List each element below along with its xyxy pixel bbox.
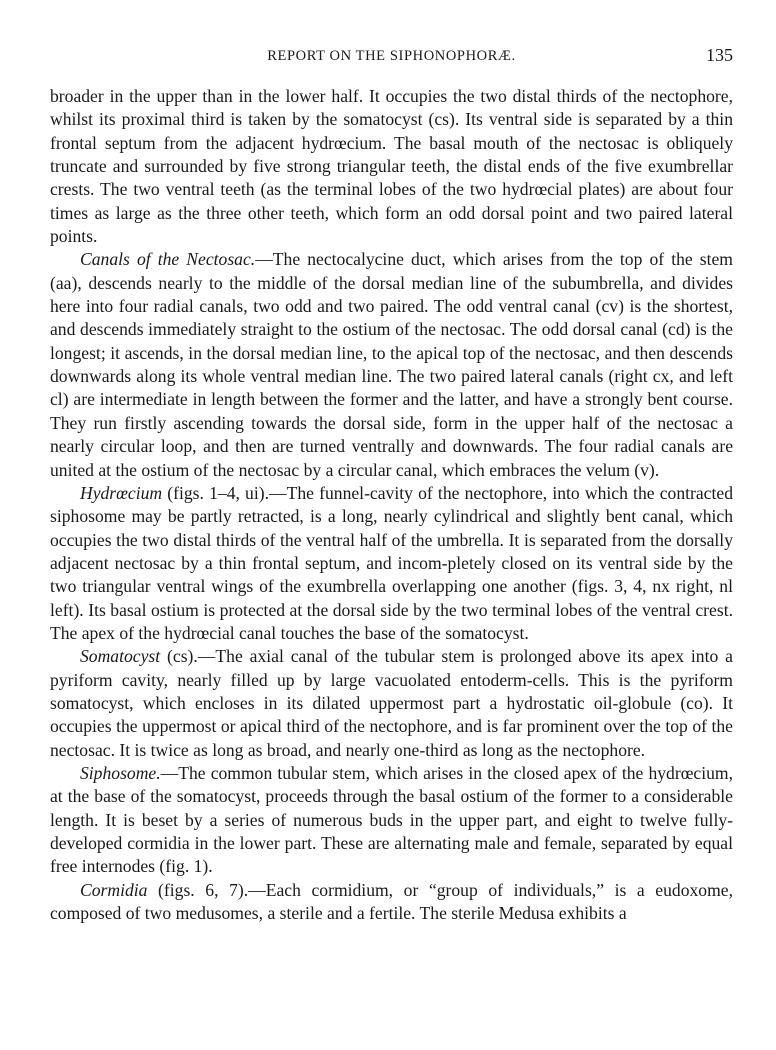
paragraph-text: —The nectocalycine duct, which arises from the top of the stem (aa), descends nearly to the middle of the dorsal median line of the subumbrella, and divides here into four radial canals, two odd and two paired. The odd ventral canal (cv) is the shortest, and descends immediately straight to the ostium of the nectosac. The odd dorsal canal (cd) is the longest; it ascends, in the dorsal median line, to the apical top of the nectosac, and then descends downwards along its whole ventral median line. The two paired lateral canals (right cx, and left cl) are intermediate in length between the former and the latter, and have a strongly bent course. They run firstly ascending towards the dorsal side, form in the upper half of the nectosac a nearly circular loop, and then are turned ventrally and downwards. The four radial canals are united at the ostium of the nectosac by a circular canal, which embraces the velum (v). xyxy=(50,249,733,480)
page-number: 135 xyxy=(706,45,733,65)
body-text xyxy=(50,85,733,925)
paragraph-text: (figs. 6, 7).—Each cormidium, or “group of individuals,” is a eudoxome, composed of two medusomes, a sterile and a fertile. The sterile Medusa exhibits a xyxy=(50,879,733,924)
paragraph-nectosac-continued xyxy=(50,85,733,248)
paragraph-somatocyst xyxy=(50,645,733,762)
paragraph-lead: Cormidia xyxy=(80,879,148,900)
paragraph-canals-of-nectosac xyxy=(50,248,733,481)
paragraph-siphosome xyxy=(50,762,733,879)
paragraph-text: broader in the upper than in the lower half. It occupies the two distal thirds of the nectophore, whilst its proximal third is taken by the somatocyst (cs). Its ventral side is separated by a thin frontal septum from the adjacent hydrœcium. The basal mouth of the nectosac is obliquely truncate and surrounded by five strong triangular teeth, the distal ends of the five exumbrellar crests. The two ventral teeth (as the terminal lobes of the two hydrœcial plates) are about four times as large as the three other teeth, which form an odd dorsal point and two paired lateral points. xyxy=(50,86,733,247)
paragraph-lead: Somatocyst xyxy=(80,646,161,667)
running-head xyxy=(50,45,733,69)
paragraph-text: (figs. 1–4, ui).—The funnel-cavity of the nectophore, into which the contracted siphosome may be partly retracted, is a long, nearly cylindrical and slightly bent canal, which occupies the two distal thirds of the ventral half of the umbrella. It is separated from the dorsally adjacent nectosac by a thin frontal septum, and incom-pletely closed on its ventral side by the two triangular ventral wings of the exumbrella overlapping one another (figs. 3, 4, nx right, nl left). Its basal ostium is protected at the dorsal side by the two terminal lobes of the ventral crest. The apex of the hydrœcial canal touches the base of the somatocyst. xyxy=(50,482,733,643)
paragraph-text: (cs).—The axial canal of the tubular stem is prolonged above its apex into a pyriform cavity, nearly filled up by large vacuolated entoderm-cells. This is the pyriform somatocyst, which encloses in its dilated uppermost part a hydrostatic oil-globule (co). It occupies the uppermost or apical third of the nectophore, and is far prominent over the top of the nectosac. It is twice as long as broad, and nearly one-third as long as the nectophore. xyxy=(50,646,733,760)
paragraph-lead: Canals of the Nectosac. xyxy=(80,249,256,270)
paragraph-hydroecium xyxy=(50,482,733,645)
paragraph-lead: Siphosome. xyxy=(80,762,161,783)
paragraph-text: —The common tubular stem, which arises in the closed apex of the hydrœcium, at the base of the somatocyst, proceeds through the basal ostium of the former to a considerable length. It is beset by a series of numerous buds in the upper part, and eight to twelve fully-developed cormidia in the lower part. These are alternating male and female, separated by equal free internodes (fig. 1). xyxy=(50,762,733,877)
running-title: REPORT ON THE SIPHONOPHORÆ. xyxy=(267,48,516,64)
paragraph-lead: Hydrœcium xyxy=(80,482,163,503)
paragraph-cormidia xyxy=(50,879,733,926)
